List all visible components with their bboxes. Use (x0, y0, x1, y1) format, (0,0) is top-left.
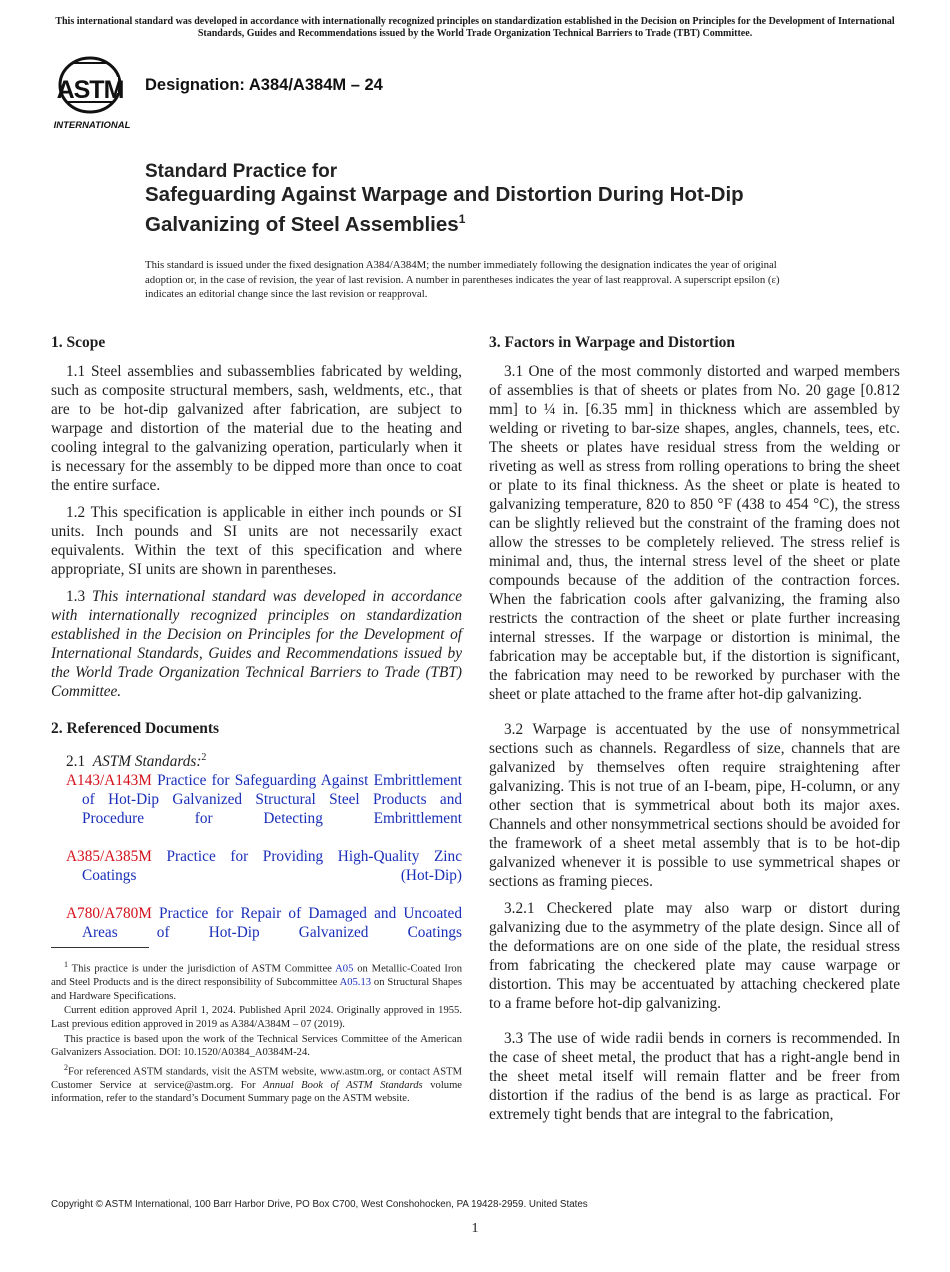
page-number: 1 (471, 1221, 479, 1236)
paragraph-number: 1.3 (66, 588, 86, 605)
committee-link[interactable]: A05 (335, 963, 354, 975)
reference-item[interactable] (51, 904, 462, 961)
reference-code-link[interactable]: A143/A143M (66, 772, 152, 790)
astm-international-logo (52, 55, 134, 133)
reference-title-link[interactable]: Practice for Safeguarding Against Embrittlement of Hot-Dip Galvanized Structural Steel Products and Procedure for Detecting Embrittlement (82, 772, 462, 828)
section-heading-factors: 3. Factors in Warpage and Distortion (489, 334, 735, 351)
footnote-mark: 2 (64, 1062, 68, 1072)
reference-item[interactable] (51, 771, 462, 847)
issue-note: This standard is issued under the fixed designation A384/A384M; the number immediately following the designation indicates the year of original adoption or, in the case of revision, the year of last revision. A number in parentheses indicates the year of last reapproval. A superscript epsilon (ε) indicates an editorial change since the last revision or reapproval. (145, 259, 780, 300)
subcommittee-link[interactable]: A05.13 (339, 977, 372, 989)
paragraph-3-2 (489, 720, 900, 891)
paragraph-text: Warpage is accentuated by the use of nonsymmetrical sections such as channels. Regardless of size, channels that are galvanized by themselves often require straightening after galvanizing. This is not true of an I-beam, pipe, H-column, or any other section that is symmetrical about both its major axes. Channels and other nonsymmetrical sections should be avoided for the framework of a sheet metal assembly that is to be hot-dip galvanized whenever it is possible to use symmetrical shapes or sections as framing pieces. (489, 721, 900, 890)
title-line: Standard Practice for (145, 161, 338, 182)
footnote-edition: Current edition approved April 1, 2024. Published April 2024. Originally approved in 1955. Last previous edition approved in 2019 as A384/A384M – 07 (2019). (51, 1005, 462, 1030)
paragraph-1-1 (51, 362, 462, 495)
reference-title-link[interactable]: Practice for Providing High-Quality Zinc Coatings (Hot-Dip) (82, 848, 462, 885)
footnotes (51, 958, 462, 1107)
reference-title-link[interactable]: Practice for Repair of Damaged and Uncoated Areas of Hot-Dip Galvanized Coatings (82, 905, 462, 942)
footnote-italic-text: Annual Book of ASTM Standards (263, 1079, 423, 1091)
referenced-intro-text: ASTM Standards: (92, 753, 202, 771)
paragraph-number: 3.1 (504, 363, 524, 380)
footnote-text: For referenced ASTM standards, visit the ASTM website, www.astm.org, or contact ASTM Customer Service at service@astm.org. For (51, 1066, 462, 1091)
footnote-text: This practice is under the jurisdiction of ASTM Committee (71, 963, 332, 975)
right-column (489, 333, 900, 1132)
designation: Designation: A384/A384M – 24 (145, 76, 383, 94)
footnote-divider (51, 947, 149, 948)
paragraph-text: The use of wide radii bends in corners is recommended. In the case of sheet metal, the product that has a right-angle bend in the sheet metal itself will remain flatter and be freer from distortion if the radius of the bend is as large as practical. For extremely tight bends that are integral to the fabrication, (489, 1030, 900, 1123)
paragraph-1-3 (51, 587, 462, 701)
footnote-text: on Metallic-Coated Iron and Steel Products and is the direct responsibility of Subcommittee (51, 963, 462, 989)
footnote-based-on: This practice is based upon the work of the Technical Services Committee of the American Galvanizers Association. DOI: 10.1520/A0384_A0384M-24. (51, 1033, 462, 1059)
paragraph-text: This specification is applicable in either inch pounds or SI units. Inch pounds and SI units are not necessarily exact equivalents. Within the text of this specification and where appropriate, SI units are shown in parentheses. (51, 504, 463, 578)
svg-text:ASTM: ASTM (56, 76, 124, 104)
footnote-mark: 1 (64, 960, 68, 969)
reference-code-link[interactable]: A385/A385M (66, 848, 152, 866)
referenced-intro (51, 748, 462, 771)
paragraph-text: One of the most commonly distorted and warped members of assemblies is that of sheets or plates from No. 20 gage [0.812 mm] to ¼ in. [6.35 mm] in thickness which are assembled by welding or riveting to bar-size shapes, angles, channels, tees, etc. The sheets or plates have residual stress from the welding or riveting as well as stress from rolling operations to bring the sheet or plate to its final thickness. As the sheet or plate is heated to galvanizing temperature, 820 to 850 °F (438 to 454 °C), the stress can be slightly relieved but the constraint of the framing does not allow the stresses to be completely relieved. The stress relief is minimal and, thus, the internal stress level of the sheet or plate compounds because of the addition of the contraction forces. When the fabrication cools after galvanizing, the framing also restricts the contraction of the sheet or plate further increasing internal stresses. If the warpage or distortion is minimal, the fabrication may be acceptable but, if the distortion is significant, the fabrication may need to be reworked by purchaser with the sheet or plate attached to the frame after hot-dip galvanizing. (489, 363, 900, 703)
logo-text: INTERNATIONAL (53, 120, 131, 131)
paragraph-number: 1.1 (66, 363, 86, 380)
section-heading-referenced-documents: 2. Referenced Documents (51, 720, 220, 737)
copyright-notice: Copyright © ASTM International, 100 Barr Harbor Drive, PO Box C700, West Conshohocken, PA 19428-2959. United States (51, 1199, 588, 1210)
section-heading-scope: 1. Scope (51, 334, 106, 351)
paragraph-3-2-1 (489, 899, 900, 1013)
paragraph-number: 3.3 (504, 1030, 524, 1047)
paragraph-text: Steel assemblies and subassemblies fabricated by welding, such as composite structural members, sash, weldments, etc., that are to be hot-dip galvanized after fabrication, are subject to warpage and distortion of the material due to the heating and cooling integral to the galvanizing operation, particularly when it is necessary for the assembly to be dipped more than once to coat the entire surface. (51, 363, 462, 494)
footnote-mark: 2 (201, 752, 207, 763)
top-notice: This international standard was developed in accordance with internationally recognized principles on standardization established in the Decision on Principles for the Development of International Standards, Guides and Recommendations issued by the World Trade Organization Technical Barriers to Trade (TBT) Committee. (55, 16, 895, 39)
title-main: Safeguarding Against Warpage and Distortion During Hot-Dip Galvanizing of Steel Assemblies (145, 183, 744, 236)
paragraph-number: 2.1 (66, 753, 86, 771)
footnote-text: on Structural Shapes and Hardware Specifications. (51, 977, 462, 1002)
reference-code-link[interactable]: A780/A780M (66, 905, 152, 923)
paragraph-number: 3.2.1 (504, 900, 535, 917)
left-column (51, 333, 462, 961)
paragraph-number: 1.2 (66, 504, 86, 521)
paragraph-1-2 (51, 503, 462, 579)
paragraph-3-1 (489, 362, 900, 704)
footnote-text: volume information, refer to the standard’s Document Summary page on the ASTM website. (51, 1079, 463, 1105)
footnote-2 (51, 1061, 462, 1106)
paragraph-text: Checkered plate may also warp or distort during galvanizing due to the asymmetry of the plate design. Since all of the deformations are on one side of the plate, the residual stress from fabricating the checkered plate may cause warpage or distortion. This may be accentuated by attaching checkered plate to a frame before hot-dip galvanizing. (489, 900, 900, 1012)
paragraph-text: This international standard was developed in accordance with internationally recognized principles on standardization established in the Decision on Principles for the Development of International Standards, Guides and Recommendations issued by the World Trade Organization Technical Barriers to Trade (TBT) Committee. (51, 588, 462, 700)
reference-item[interactable] (51, 847, 462, 904)
footnote-1 (51, 958, 462, 1003)
title-footnote-mark: 1 (458, 212, 466, 226)
paragraph-3-3 (489, 1029, 900, 1124)
document-title (145, 160, 845, 237)
paragraph-number: 3.2 (504, 721, 524, 738)
